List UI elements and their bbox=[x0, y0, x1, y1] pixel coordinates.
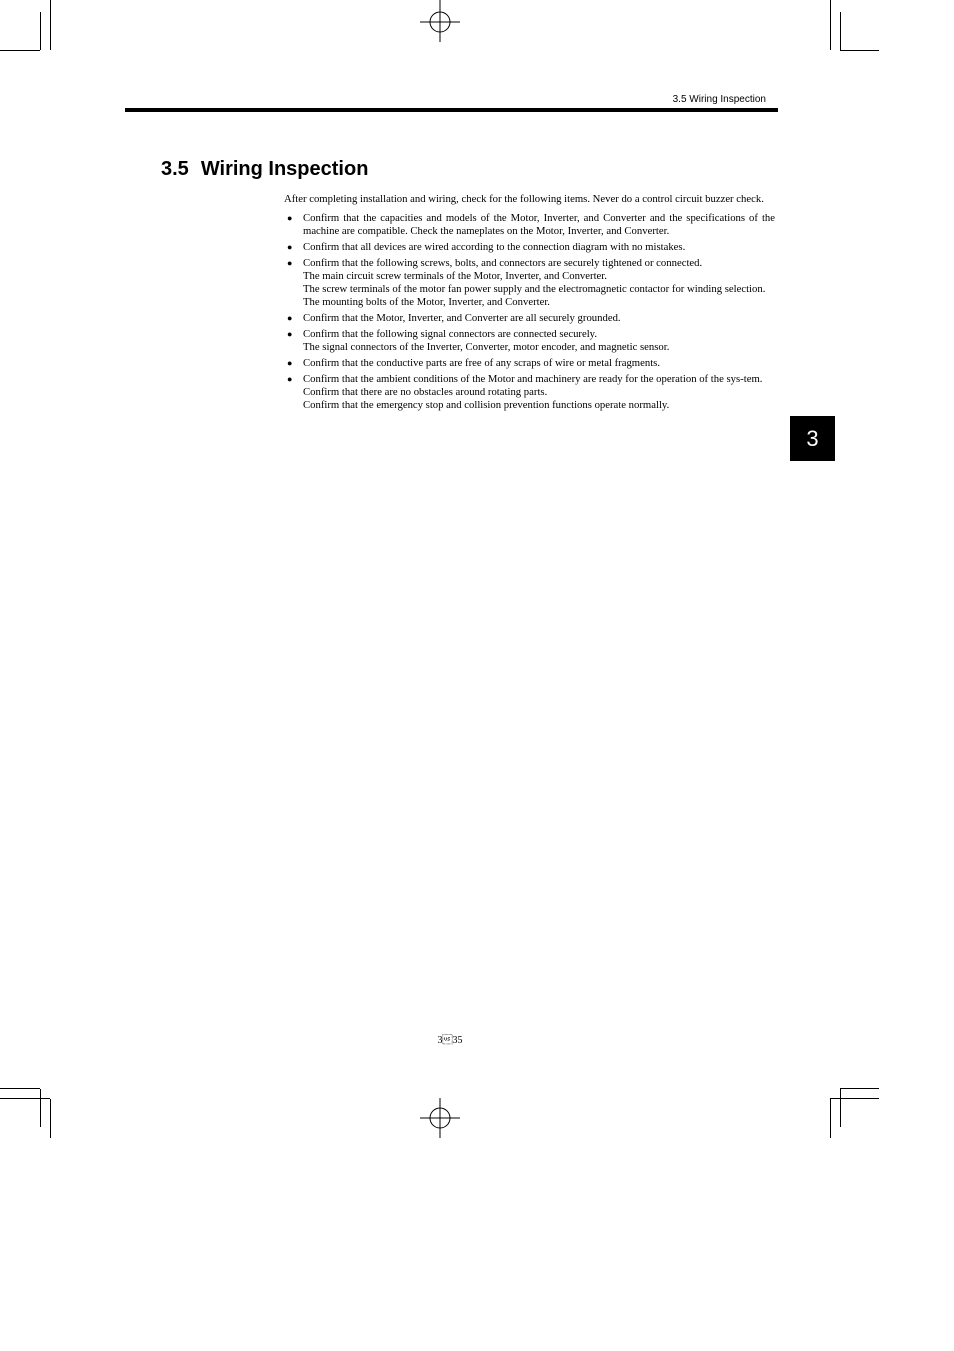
list-item bbox=[284, 373, 775, 412]
body-text bbox=[284, 193, 775, 415]
list-item-detail: Confirm that there are no obstacles around rotating parts. bbox=[303, 386, 548, 398]
section-title bbox=[161, 156, 368, 182]
page-number: 3 35 bbox=[437, 1035, 463, 1046]
bullet-icon: ● bbox=[287, 329, 293, 339]
intro-paragraph: After completing installation and wiring, check for the following items. Never do a control circuit buzzer check. bbox=[284, 193, 764, 205]
list-item bbox=[284, 357, 775, 370]
list-item-text: Confirm that the following signal connectors are connected securely. bbox=[303, 328, 598, 340]
bullet-icon: ● bbox=[287, 213, 293, 223]
list-item bbox=[284, 212, 775, 238]
list-item-detail: The signal connectors of the Inverter, Converter, motor encoder, and magnetic sensor. bbox=[303, 341, 670, 353]
header-rule bbox=[125, 108, 778, 112]
list-item-detail: The mounting bolts of the Motor, Inverter, and Converter. bbox=[303, 296, 550, 308]
list-item-detail: The screw terminals of the motor fan power supply and the electromagnetic contactor for winding selection. bbox=[303, 283, 766, 295]
list-item-text: Confirm that the following screws, bolts, and connectors are securely tightened or connected. bbox=[303, 257, 703, 269]
list-item-text: Confirm that the Motor, Inverter, and Converter are all securely grounded. bbox=[303, 312, 621, 324]
bullet-icon: ● bbox=[287, 313, 293, 323]
list-item-text: Confirm that all devices are wired according to the connection diagram with no mistakes. bbox=[303, 241, 686, 253]
checklist bbox=[284, 212, 775, 412]
bullet-icon: ● bbox=[287, 258, 293, 268]
bullet-icon: ● bbox=[287, 374, 293, 384]
list-item bbox=[284, 328, 775, 354]
list-item-detail: The main circuit screw terminals of the Motor, Inverter, and Converter. bbox=[303, 270, 607, 282]
list-item-detail: Confirm that the emergency stop and collision prevention functions operate normally. bbox=[303, 399, 670, 411]
running-header: 3.5 Wiring Inspection bbox=[672, 94, 766, 105]
bullet-icon: ● bbox=[287, 358, 293, 368]
list-item bbox=[284, 241, 775, 254]
list-item bbox=[284, 257, 775, 309]
list-item-text: Confirm that the capacities and models of the Motor, Inverter, and Converter and the specifications of the machine are compatible. Check the nameplates on the Motor, Inverter, and Converter. bbox=[303, 212, 775, 237]
list-item bbox=[284, 312, 775, 325]
section-title-text: Wiring Inspection bbox=[200, 158, 369, 180]
chapter-tab: 3 bbox=[790, 416, 835, 461]
bullet-icon: ● bbox=[287, 242, 293, 252]
section-number: 3.5 bbox=[161, 158, 189, 180]
list-item-text: Confirm that the ambient conditions of the Motor and machinery are ready for the operation of the sys-tem. bbox=[303, 373, 763, 385]
list-item-text: Confirm that the conductive parts are free of any scraps of wire or metal fragments. bbox=[303, 357, 661, 369]
